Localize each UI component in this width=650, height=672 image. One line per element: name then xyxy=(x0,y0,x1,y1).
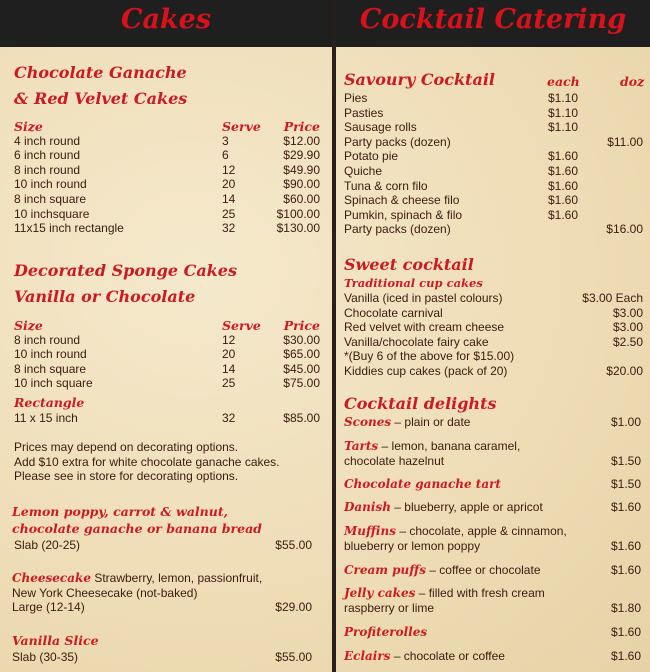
serve: 3 xyxy=(222,133,229,148)
serve: 20 xyxy=(222,347,236,362)
table-row xyxy=(344,335,643,350)
price: $1.60 xyxy=(610,649,641,663)
serve: 32 xyxy=(222,221,236,236)
delights-heading: Cocktail delights xyxy=(344,394,497,413)
table-row xyxy=(14,134,320,149)
item-desc: – filled with fresh cream xyxy=(415,586,545,600)
price: $3.00 Each xyxy=(582,291,643,305)
size: 10 inch round xyxy=(14,347,87,362)
price: $29.00 xyxy=(275,600,312,615)
column-divider xyxy=(332,0,336,672)
item-name: Profiterolles xyxy=(344,625,428,639)
each-price: $1.10 xyxy=(548,105,579,120)
ganache-heading xyxy=(14,60,187,112)
price: $1.60 xyxy=(610,538,641,553)
sponge-heading xyxy=(14,258,237,310)
lemon-row xyxy=(14,538,312,553)
price: $85.00 xyxy=(283,411,320,425)
item: Quiche xyxy=(344,163,383,178)
price: $3.00 xyxy=(612,320,643,335)
delight-item xyxy=(344,500,641,515)
price: $1.50 xyxy=(610,477,641,491)
serve: 14 xyxy=(222,191,236,206)
heading-line: chocolate ganache or banana bread xyxy=(12,521,262,536)
item-desc: – chocolate or coffee xyxy=(390,649,505,663)
size: 10 inch square xyxy=(14,376,93,391)
item-desc: – plain or date xyxy=(391,415,471,429)
lemon-heading xyxy=(12,503,262,537)
item-name: Chocolate ganache tart xyxy=(344,477,501,491)
each-col: each xyxy=(547,74,580,89)
item-desc2: chocolate hazelnut xyxy=(344,453,445,468)
table-row xyxy=(344,120,643,135)
item-name: Jelly cakes xyxy=(344,586,416,600)
serve: 32 xyxy=(222,411,236,425)
note: Prices may depend on decorating options. xyxy=(14,440,239,454)
each-price: $1.10 xyxy=(548,120,579,135)
price: $29.90 xyxy=(283,148,320,163)
table-row xyxy=(14,347,320,362)
sponge-table xyxy=(14,318,320,391)
size: 6 inch round xyxy=(14,148,81,163)
price: $55.00 xyxy=(275,650,312,664)
price: $2.50 xyxy=(612,334,643,349)
item: Kiddies cup cakes (pack of 20) xyxy=(344,363,508,378)
table-row xyxy=(344,222,643,237)
table-row xyxy=(344,291,643,306)
vanilla-slice-heading: Vanilla Slice xyxy=(12,633,99,648)
price: $60.00 xyxy=(283,191,320,206)
price: $1.60 xyxy=(610,500,641,514)
item-desc2: blueberry or lemon poppy xyxy=(344,538,481,553)
heading-line: Lemon poppy, carrot & walnut, xyxy=(12,504,228,519)
each-price: $1.60 xyxy=(548,178,579,193)
each-price: $1.60 xyxy=(548,193,579,208)
table-row xyxy=(344,106,643,121)
item: Sausage rolls xyxy=(344,120,417,135)
serve: 12 xyxy=(222,332,236,347)
item-desc2: raspberry or lime xyxy=(344,600,435,615)
note: Please see in store for decorating options. xyxy=(14,469,239,484)
rectangle-row xyxy=(14,411,320,426)
size: 4 inch round xyxy=(14,133,81,148)
serve: 12 xyxy=(222,162,236,177)
price: $65.00 xyxy=(283,347,320,362)
price: $45.00 xyxy=(283,361,320,376)
sweet-heading: Sweet cocktail xyxy=(344,255,474,274)
item-name: Cream puffs xyxy=(344,563,426,577)
col-serve: Serve xyxy=(222,119,261,134)
size: 8 inch round xyxy=(14,162,81,177)
savoury-table xyxy=(344,91,643,237)
size: 8 inch square xyxy=(14,361,87,376)
price: $130.00 xyxy=(276,221,320,236)
col-price: Price xyxy=(283,119,320,134)
item-desc: – coffee or chocolate xyxy=(425,563,541,577)
table-row xyxy=(344,320,643,335)
serve: 25 xyxy=(222,376,236,391)
heading-line: & Red Velvet Cakes xyxy=(14,89,188,108)
delight-item xyxy=(344,625,641,640)
cakes-title: Cakes xyxy=(120,4,212,35)
item: Pumkin, spinach & filo xyxy=(344,207,463,222)
price: $3.00 xyxy=(612,305,643,320)
item-desc: – blueberry, apple or apricot xyxy=(390,500,543,514)
item: Pies xyxy=(344,91,368,105)
table-row xyxy=(344,91,643,106)
item: Potato pie xyxy=(344,149,399,164)
item: Vanilla (iced in pastel colours) xyxy=(344,291,503,305)
delight-item xyxy=(344,439,641,468)
item: Party packs (dozen) xyxy=(344,134,451,149)
item: Chocolate carnival xyxy=(344,305,443,320)
ganache-table xyxy=(14,119,320,236)
price: $55.00 xyxy=(275,538,312,552)
item-name: Tarts xyxy=(344,439,379,453)
table-row xyxy=(14,333,320,348)
col-size: Size xyxy=(14,318,43,333)
price: $30.00 xyxy=(283,332,320,347)
item-desc: – chocolate, apple & cinnamon, xyxy=(395,524,567,538)
heading-line: Chocolate Ganache xyxy=(14,63,187,82)
note: Add $10 extra for white chocolate ganache cakes. xyxy=(14,454,280,469)
delight-item xyxy=(344,563,641,578)
size: 10 inchsquare xyxy=(14,206,90,221)
price: $100.00 xyxy=(276,206,320,221)
heading-line: Vanilla or Chocolate xyxy=(14,287,196,306)
delight-item xyxy=(344,415,641,430)
serve: 25 xyxy=(222,206,236,221)
price: $20.00 xyxy=(606,363,643,378)
table-row xyxy=(344,208,643,223)
size: 8 inch round xyxy=(14,332,81,347)
table-row xyxy=(14,221,320,236)
each-price: $1.60 xyxy=(548,207,579,222)
table-row xyxy=(344,135,643,150)
cupcakes-subheading: Traditional cup cakes xyxy=(344,276,483,290)
size: 10 inch round xyxy=(14,177,87,192)
size: 8 inch square xyxy=(14,191,87,206)
item-desc: – lemon, banana caramel, xyxy=(378,439,521,453)
delight-item xyxy=(344,586,641,615)
size: 11 x 15 inch xyxy=(14,411,78,425)
table-row xyxy=(344,306,643,321)
item-name: Scones xyxy=(344,415,392,429)
delight-item xyxy=(344,477,641,492)
table-row xyxy=(344,193,643,208)
each-price: $1.60 xyxy=(548,149,579,164)
delight-item xyxy=(344,649,641,664)
savoury-heading: Savoury Cocktail xyxy=(344,70,495,89)
price: $1.80 xyxy=(610,600,641,615)
sweet-table xyxy=(344,291,643,379)
price: $1.00 xyxy=(610,415,641,429)
table-row xyxy=(14,163,320,178)
price: $1.50 xyxy=(610,453,641,468)
serve: 6 xyxy=(222,148,229,163)
item-name: Eclairs xyxy=(344,649,391,663)
rectangle-label: Rectangle xyxy=(14,395,85,410)
table-row xyxy=(14,148,320,163)
item: Vanilla/chocolate fairy cake xyxy=(344,334,489,349)
price: $75.00 xyxy=(283,376,320,391)
size: Large (12-14) xyxy=(12,600,85,615)
notes xyxy=(14,440,280,484)
item-name: Danish xyxy=(344,500,391,514)
item: Tuna & corn filo xyxy=(344,178,428,193)
table-row xyxy=(14,177,320,192)
item: Red velvet with cream cheese xyxy=(344,320,505,335)
item: Spinach & cheese filo xyxy=(344,193,460,208)
table-row xyxy=(14,376,320,391)
size: Slab (20-25) xyxy=(14,538,81,552)
col-serve: Serve xyxy=(222,318,261,333)
item-name: Muffins xyxy=(344,524,396,538)
each-price: $1.10 xyxy=(548,91,579,105)
dozen-price: $11.00 xyxy=(607,134,643,149)
price: $90.00 xyxy=(283,177,320,192)
col-price: Price xyxy=(283,318,320,333)
table-row xyxy=(344,149,643,164)
doz-col: doz xyxy=(620,74,645,89)
table-row xyxy=(344,164,643,179)
serve: 14 xyxy=(222,361,236,376)
price: $1.60 xyxy=(610,625,641,639)
price: $1.60 xyxy=(610,563,641,577)
desc: Strawberry, lemon, passionfruit, xyxy=(94,571,263,585)
table-row xyxy=(14,192,320,207)
item: *(Buy 6 of the above for $15.00) xyxy=(344,349,515,364)
table-row xyxy=(344,179,643,194)
cheesecake-heading: Cheesecake xyxy=(12,571,91,585)
price: $12.00 xyxy=(283,133,320,148)
heading-line: Decorated Sponge Cakes xyxy=(14,261,237,280)
item: Party packs (dozen) xyxy=(344,222,451,237)
desc: New York Cheesecake (not-baked) xyxy=(12,585,198,600)
dozen-price: $16.00 xyxy=(606,222,643,237)
size: 11x15 inch rectangle xyxy=(14,221,124,236)
each-price: $1.60 xyxy=(548,163,579,178)
table-row xyxy=(344,349,643,364)
table-row xyxy=(344,364,643,379)
item: Pasties xyxy=(344,105,384,120)
vanilla-row xyxy=(12,650,312,665)
price: $49.90 xyxy=(283,162,320,177)
table-row xyxy=(14,207,320,222)
col-size: Size xyxy=(14,119,43,134)
cocktail-title: Cocktail Catering xyxy=(359,4,627,35)
table-row xyxy=(14,362,320,377)
serve: 20 xyxy=(222,177,236,192)
cheesecake-block xyxy=(12,571,312,615)
delight-item xyxy=(344,524,641,553)
size: Slab (30-35) xyxy=(12,650,79,664)
